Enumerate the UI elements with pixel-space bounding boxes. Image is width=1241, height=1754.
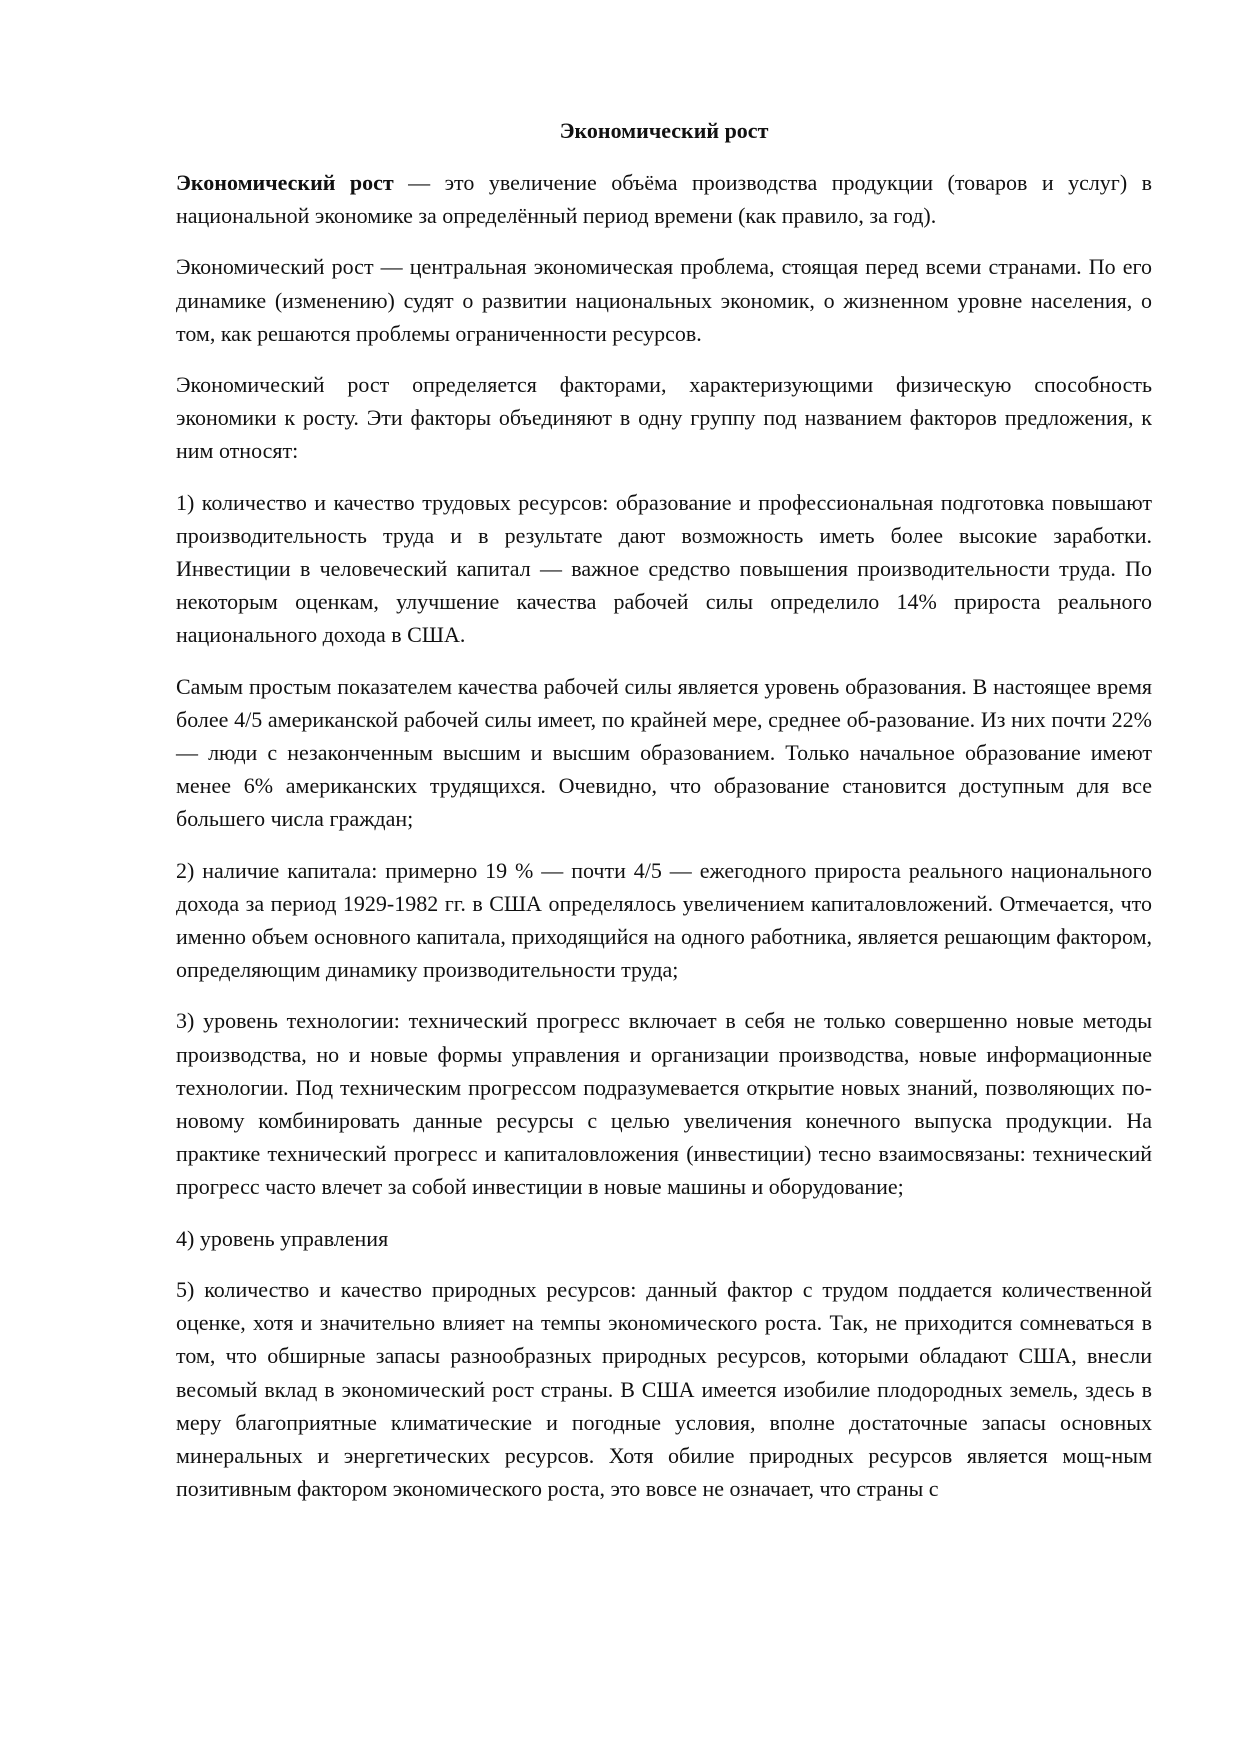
- intro-paragraph: [176, 166, 1152, 232]
- intro-term: Экономический рост: [176, 170, 394, 195]
- paragraph-management: 4) уровень управления: [176, 1225, 389, 1251]
- paragraph-capital: 2) наличие капитала: примерно 19 % — почти 4/5 — ежегодного прироста реального национального дохода за период 1929-1982 гг. в США определялось увеличением капиталовложений. Отмечается, что именно объем основного капитала, приходящийся на одного работника, является решающим фактором, определяющим динамику производительности труда;: [176, 857, 1152, 983]
- paragraph-technology: 3) уровень технологии: технический прогресс включает в себя не только совершенно новые методы производства, но и новые формы управления и организации производства, новые информационные технологии. Под техническим прогрессом подразумевается открытие новых знаний, позволяющих по-новому комбинировать данные ресурсы с целью увеличения конечного выпуска продукции. На практике технический прогресс и капиталовложения (инвестиции) тесно взаимосвязаны: технический прогресс часто влечет за собой инвестиции в новые машины и оборудование;: [176, 1008, 1152, 1200]
- paragraph-education: Самым простым показателем качества рабочей силы является уровень образования. В настоящее время более 4/5 американской рабочей силы имеет, по крайней мере, среднее об-разование. Из них почти 22% — люди с незаконченным высшим и высшим образованием. Только начальное образование имеют менее 6% американских трудящихся. Очевидно, что образование становится доступным для все большего числа граждан;: [176, 673, 1152, 832]
- paragraph-problem: Экономический рост — центральная экономическая проблема, стоящая перед всеми странами. По его динамике (изменению) судят о развитии национальных экономик, о жизненном уровне населения, о том, как решаются проблемы ограниченности ресурсов.: [176, 254, 1152, 346]
- paragraph-labor: 1) количество и качество трудовых ресурсов: образование и профессиональная подготовка повышают производительность труда и в результате дают возможность иметь более высокие заработки. Инвестиции в человеческий капитал — важное средство повышения производительности труда. По некоторым оценкам, улучшение качества рабочей силы определило 14% прироста реального национального дохода в США.: [176, 489, 1152, 648]
- document-page: [176, 114, 1152, 1523]
- document-title: Экономический рост: [559, 118, 769, 143]
- paragraph-factors: Экономический рост определяется факторами, характеризующими физическую способность экономики к росту. Эти факторы объединяют в одну группу под названием факторов предложения, к ним относят:: [176, 372, 1152, 464]
- intro-definition: — это увеличение объёма производства продукции (товаров и услуг) в национальной экономике за определённый период времени (как правило, за год).: [176, 170, 1152, 229]
- paragraph-resources: 5) количество и качество природных ресурсов: данный фактор с трудом поддается количественной оценке, хотя и значительно влияет на темпы экономического роста. Так, не приходится сомневаться в том, что обширные запасы разнообразных природных ресурсов, которыми обладают США, внесли весомый вклад в экономический рост страны. В США имеется изобилие плодородных земель, здесь в меру благоприятные климатические и погодные условия, вполне достаточные запасы основных минеральных и энергетических ресурсов. Хотя обилие природных ресурсов является мощ-ным позитивным фактором экономического роста, это вовсе не означает, что страны с: [176, 1276, 1152, 1502]
